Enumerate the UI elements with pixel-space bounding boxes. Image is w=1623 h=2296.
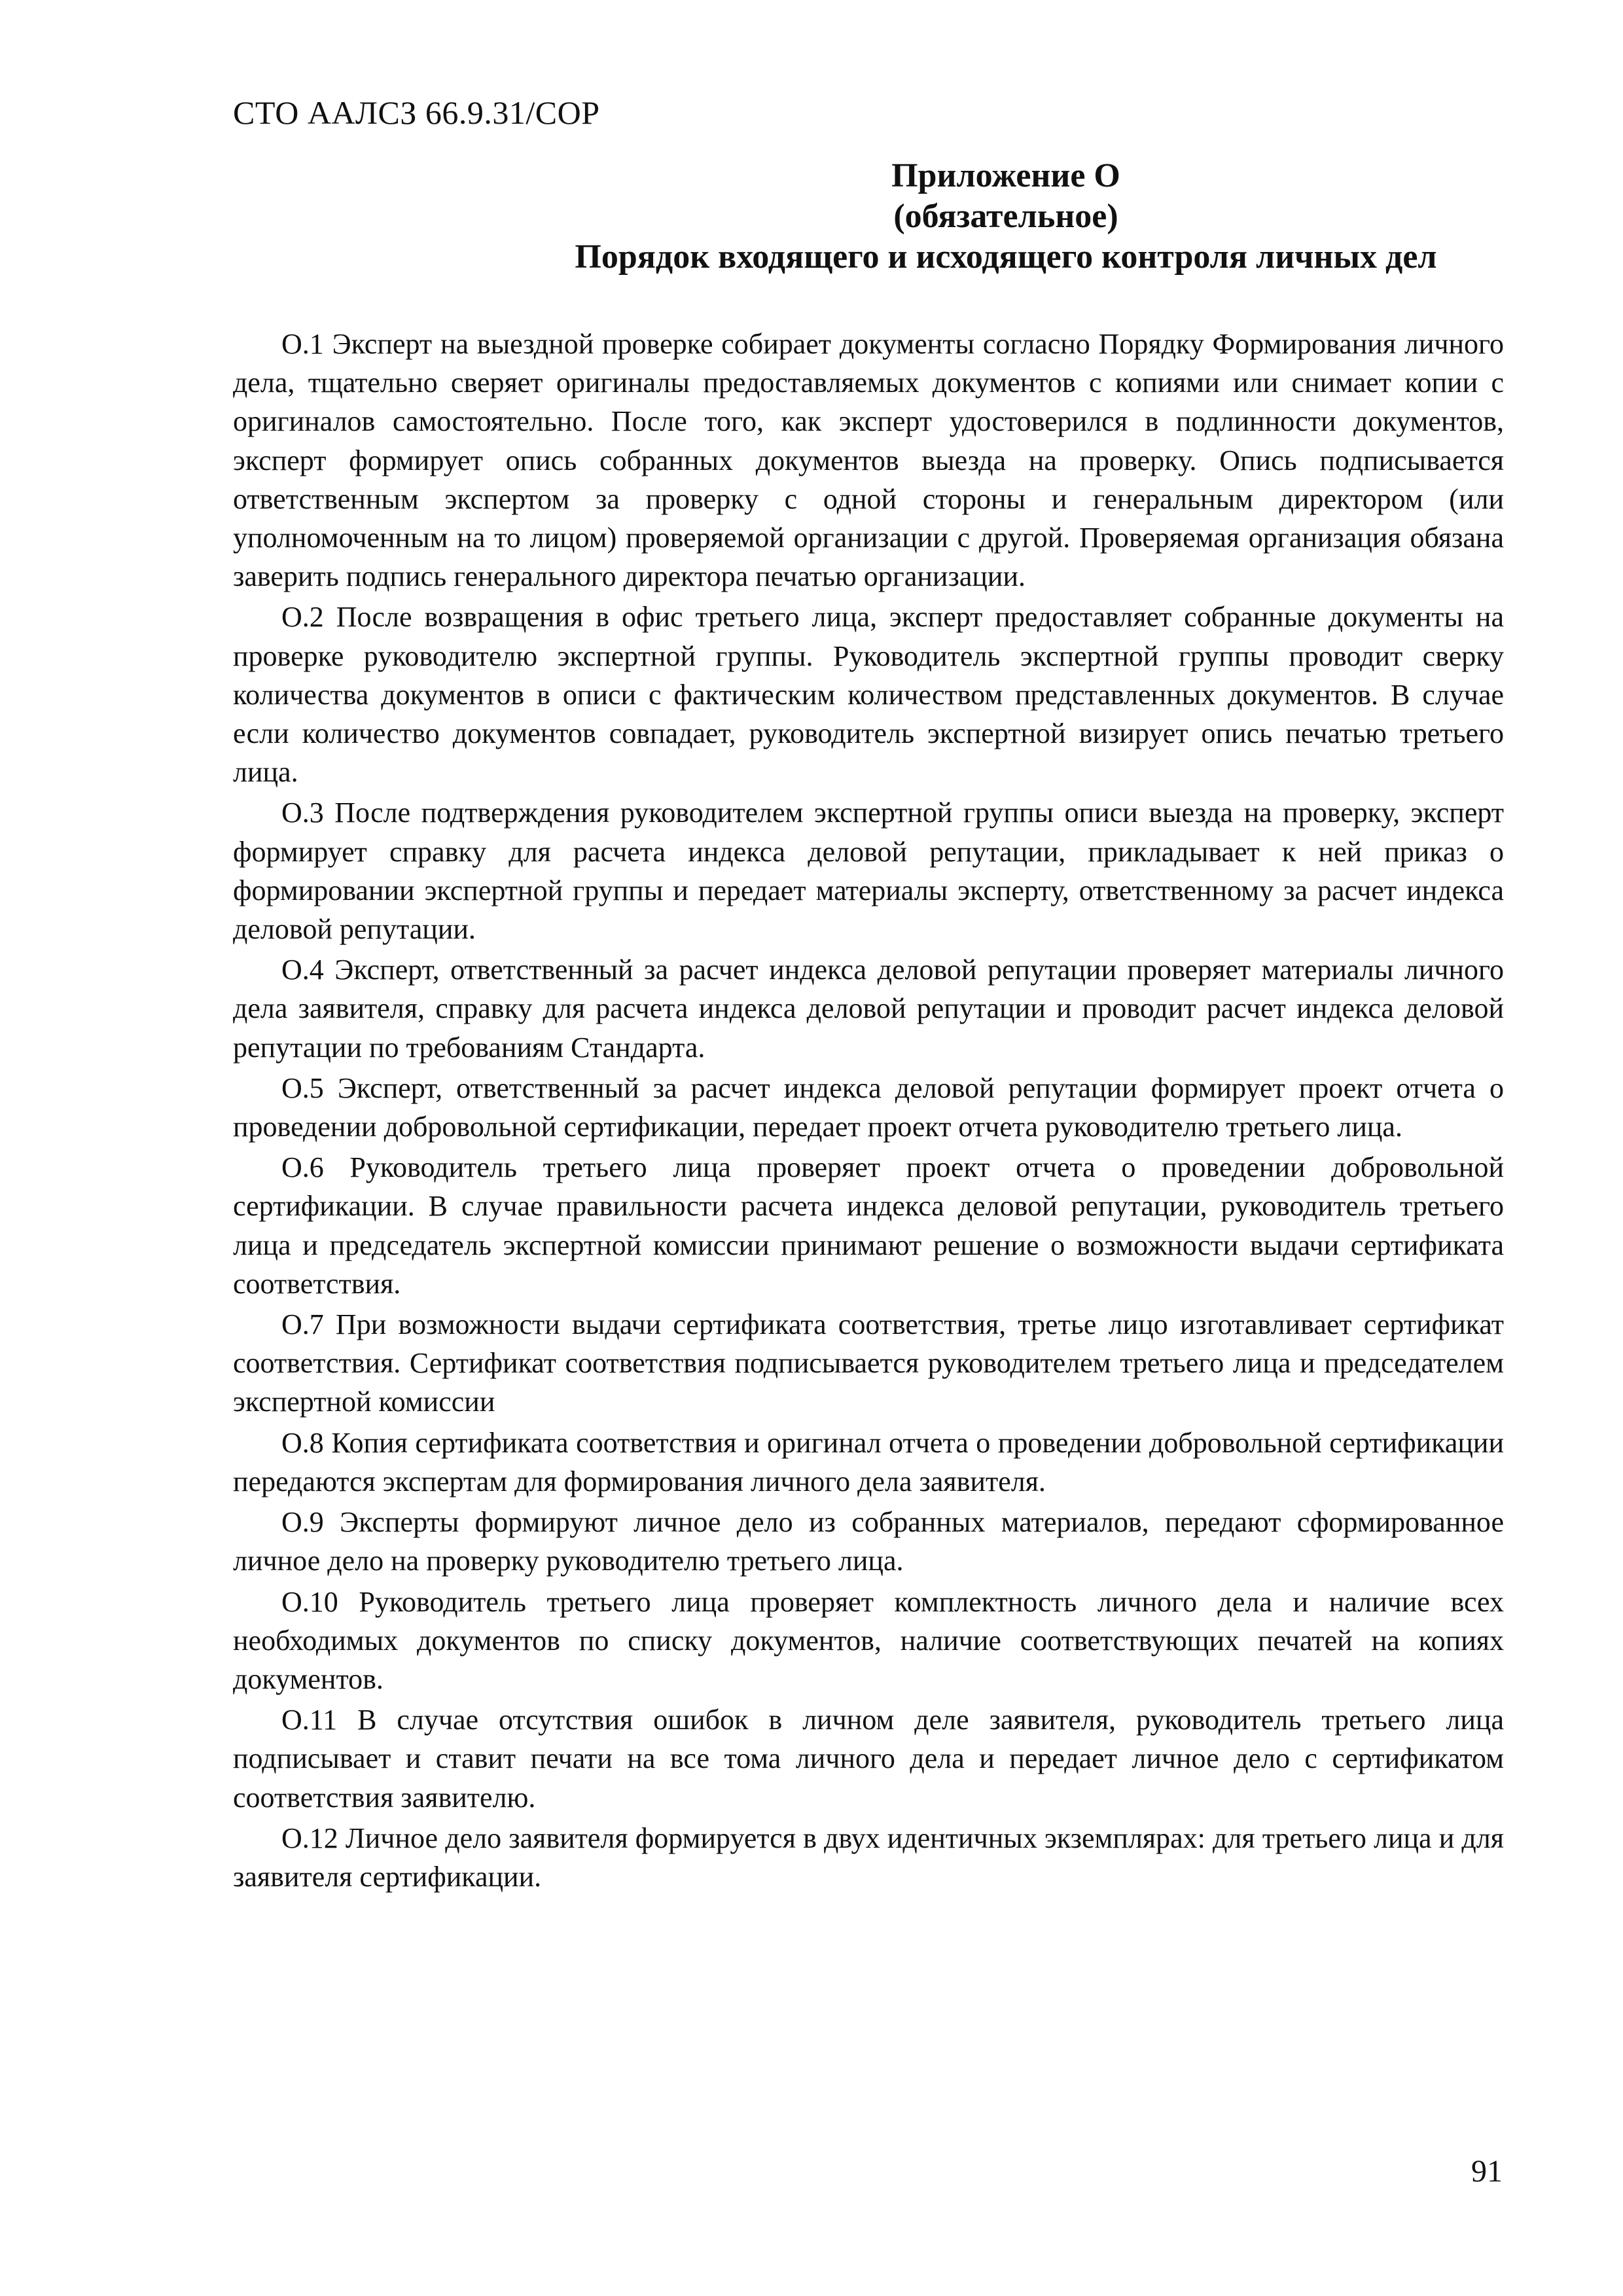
appendix-heading xyxy=(233,156,1517,278)
paragraph-o3: О.3 После подтверждения руководителем экспертной группы описи выезда на проверку, эксперт формирует справку для расчета индекса деловой репутации, прикладывает к ней приказ о формировании экспертной группы и передает материалы эксперту, ответственному за расчет индекса деловой репутации. xyxy=(233,797,1504,946)
paragraph-o4: О.4 Эксперт, ответственный за расчет индекса деловой репутации проверяет материалы личного дела заявителя, справку для расчета индекса деловой репутации и проводит расчет индекса деловой репутации по требованиям Стандарта. xyxy=(233,954,1504,1064)
appendix-title: Приложение О xyxy=(891,157,1120,194)
paragraph-o7: О.7 При возможности выдачи сертификата соответствия, третье лицо изготавливает сертификат соответствия. Сертификат соответствия подписывается руководителем третьего лица и председателем экспертной комиссии xyxy=(233,1308,1504,1418)
paragraph-o6: О.6 Руководитель третьего лица проверяет проект отчета о проведении добровольной сертификации. В случае правильности расчета индекса деловой репутации, руководитель третьего лица и председатель экспертной комиссии принимают решение о возможности выдачи сертификата соответствия. xyxy=(233,1151,1504,1300)
paragraph-o11: О.11 В случае отсутствия ошибок в личном деле заявителя, руководитель третьего лица подписывает и ставит печати на все тома личного дела и передает личное дело с сертификатом соответствия заявителю. xyxy=(233,1704,1504,1814)
paragraph-o5: О.5 Эксперт, ответственный за расчет индекса деловой репутации формирует проект отчета о проведении добровольной сертификации, передает проект отчета руководителю третьего лица. xyxy=(233,1071,1504,1143)
appendix-status: (обязательное) xyxy=(893,198,1118,235)
document-body xyxy=(233,325,1504,1898)
appendix-subject: Порядок входящего и исходящего контроля личных дел xyxy=(575,238,1437,276)
paragraph-o1: О.1 Эксперт на выездной проверке собирает документы согласно Порядку Формирования личного дела, тщательно сверяет оригиналы предоставляемых документов с копиями или снимает копии с оригиналов самостоятельно. После того, как эксперт удостоверился в подлинности документов, эксперт формирует опись собранных документов выезда на проверку. Опись подписывается ответственным экспертом за проверку с одной стороны и генеральным директором (или уполномоченным на то лицом) проверяемой организации с другой. Проверяемая организация обязана заверить подпись генерального директора печатью организации. xyxy=(233,328,1504,593)
page-number: 91 xyxy=(1471,2154,1503,2189)
paragraph-o10: О.10 Руководитель третьего лица проверяет комплектность личного дела и наличие всех необходимых документов по списку документов, наличие соответствующих печатей на копиях документов. xyxy=(233,1585,1504,1695)
paragraph-o9: О.9 Эксперты формируют личное дело из собранных материалов, передают сформированное личное дело на проверку руководителю третьего лица. xyxy=(233,1506,1504,1577)
paragraph-o2: О.2 После возвращения в офис третьего лица, эксперт предоставляет собранные документы на проверке руководителю экспертной группы. Руководитель экспертной группы проводит сверку количества документов в описи с фактическим количеством представленных документов. В случае если количество документов совпадает, руководитель экспертной визирует опись печатью третьего лица. xyxy=(233,601,1504,789)
paragraph-o12: О.12 Личное дело заявителя формируется в двух идентичных экземплярах: для третьего лица и для заявителя сертификации. xyxy=(233,1821,1504,1893)
document-code: СТО ААЛСЗ 66.9.31/СОР xyxy=(233,94,600,131)
paragraph-o8: О.8 Копия сертификата соответствия и оригинал отчета о проведении добровольной сертификации передаются экспертам для формирования личного дела заявителя. xyxy=(233,1426,1504,1498)
